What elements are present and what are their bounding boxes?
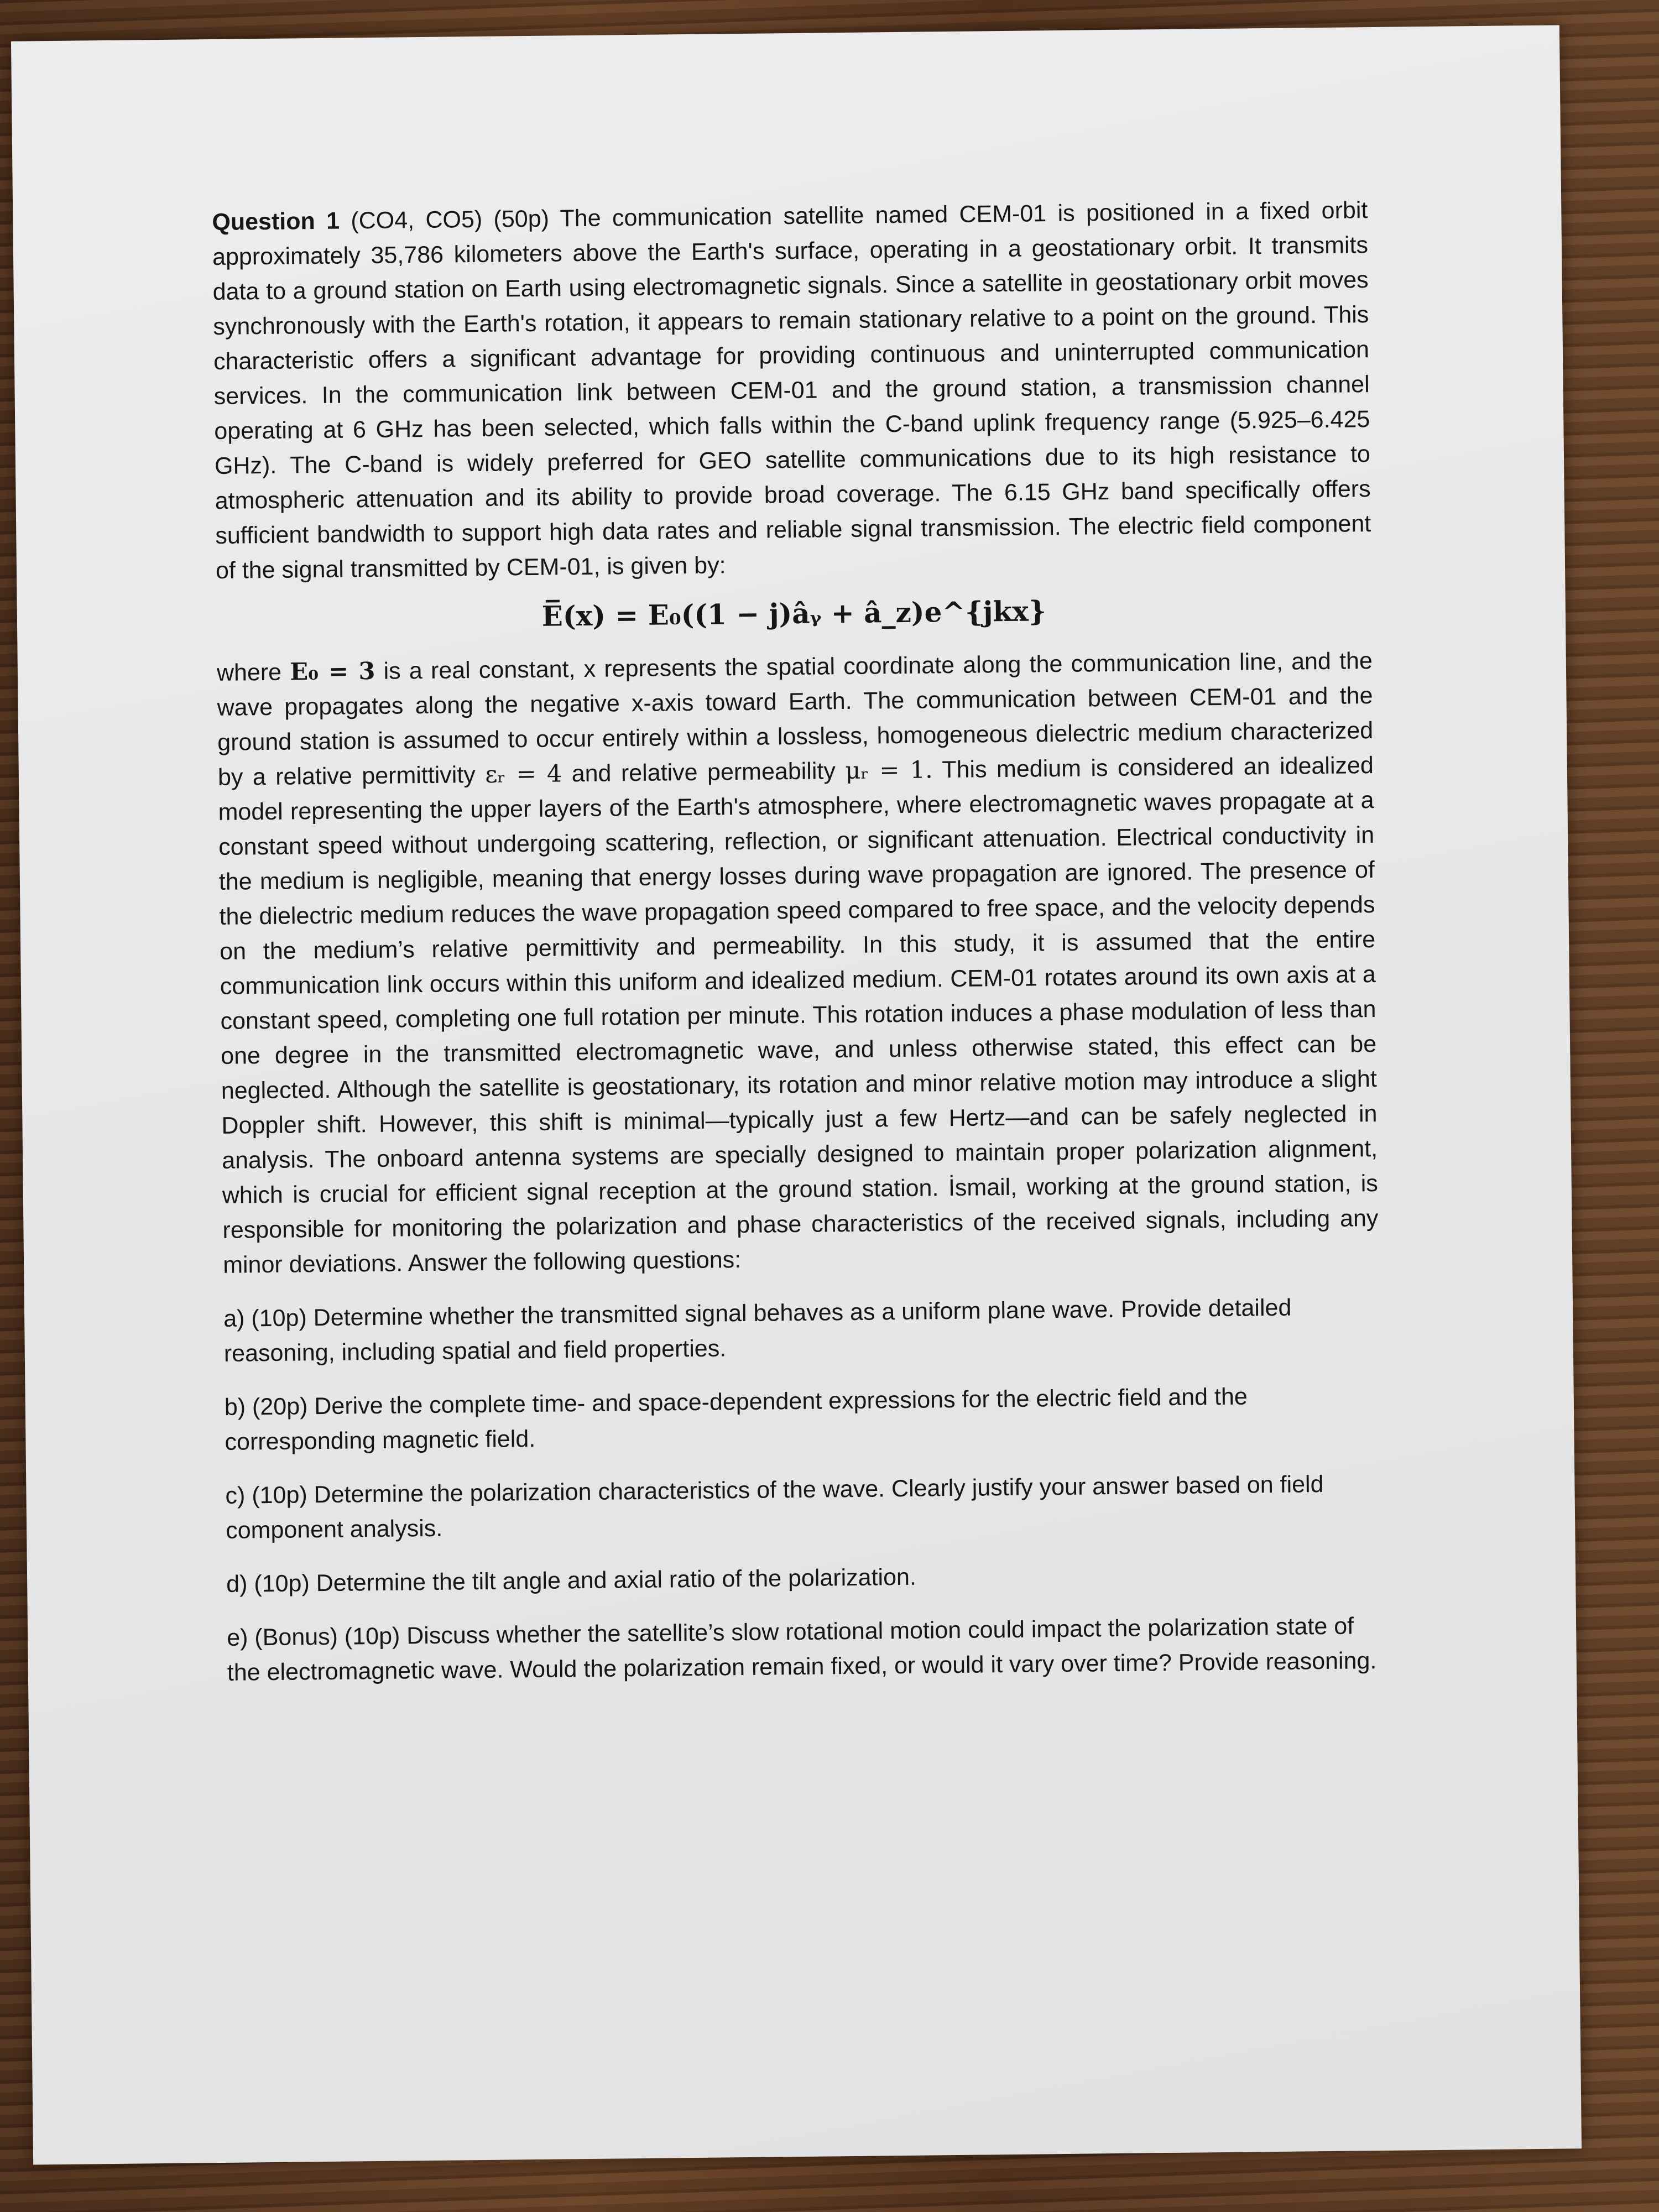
where-part1: is a real constant, x represents the spatial coordinate along the communication line, and the wave propagates along the negative x-axis toward Earth. The communication between CEM-01 and the ground station is assumed to occur entirely within a lossless, homogeneous dielectric medium characterized by a relative permittivity [217,648,1374,791]
where-part2: This medium is considered an idealized model representing the upper layers of the Earth's atmosphere, where electromagnetic waves propagate at a constant speed without undergoing scattering, reflection, or significant attenuation. Electrical conductivity in the medium is negligible, meaning that energy losses during wave propagation are ignored. The presence of the dielectric medium reduces the wave propagation speed compared to free space, and the velocity depends on the medium’s relative permittivity and permeability. In this study, it is assumed that the entire communication link occurs within this uniform and idealized medium. CEM-01 rotates around its own axis at a constant speed, completing one full rotation per minute. This rotation induces a phase modulation of less than one degree in the transmitted electromagnetic wave, and unless otherwise stated, this effect can be neglected. Although the satellite is geostationary, its rotation and minor relative motion may introduce a slight Doppler shift. However, this shift is minimal—typically just a few Hertz—and can be safely neglected in analysis. The onboard antenna systems are specially designed to maintain proper polarization alignment, which is crucial for efficient signal reception at the ground station. İsmail, working at the ground station, is responsible for monitoring the polarization and phase characteristics of the received signals, including any minor deviations. Answer the following questions: [218,752,1379,1279]
sub-question-b: b) (20p) Derive the complete time- and space-dependent expressions for the electric field and the corresponding magnetic field. [224,1383,1248,1455]
medium-description [217,644,1379,1283]
question-intro-text: The communication satellite named CEM-01 is positioned in a fixed orbit approximately 35,786 kilometers above the Earth's surface, operating in a geostationary orbit. It transmits data to a ground station on Earth using electromagnetic signals. Since a satellite in geostationary orbit moves synchronously with the Earth's rotation, it appears to remain stationary relative to a point on the ground. This characteristic offers a significant advantage for providing continuous and uninterrupted communication services. In the communication link between CEM-01 and the ground station, a transmission channel operating at 6 GHz has been selected, which falls within the C-band uplink frequency range (5.925–6.425 GHz). The C-band is widely preferred for GEO satellite communications due to its high resistance to atmospheric attenuation and its ability to provide broad coverage. The 6.15 GHz band specifically offers sufficient bandwidth to support high data rates and reliable signal transmission. The electric field component of the signal transmitted by CEM-01, is given by: [212,197,1371,584]
electric-field-equation [216,588,1373,639]
where-prefix: where [216,659,282,686]
where-and: and relative permeability [571,758,836,787]
question-title: Question 1 [212,207,340,236]
sub-question-a: a) (10p) Determine whether the transmitted signal behaves as a uniform plane wave. Provide detailed reasoning, including spatial and field properties. [223,1294,1292,1367]
question-intro [212,193,1371,588]
sub-question-e: e) (Bonus) (10p) Discuss whether the satellite’s slow rotational motion could impact the polarization state of the electromagnetic wave. Would the polarization remain fixed, or would it vary over time? Provide reasoning. [226,1613,1377,1686]
sub-question-c: c) (10p) Determine the polarization characteristics of the wave. Clearly justify your answer based on field component analysis. [225,1471,1324,1544]
e0-symbol: E₀ = 3 [290,657,375,686]
question-content [212,193,1383,1709]
question-meta: (CO4, CO5) (50p) [351,205,550,234]
equation-text: E̅(x) = E₀((1 − j)âᵧ + â_z)e^{jkx} [541,594,1047,633]
exam-paper [11,25,1582,2164]
permittivity-symbol: εᵣ = 4 [484,760,562,789]
permeability-symbol: μᵣ = 1. [845,756,933,785]
sub-question-d: d) (10p) Determine the tilt angle and axial ratio of the polarization. [226,1563,917,1598]
